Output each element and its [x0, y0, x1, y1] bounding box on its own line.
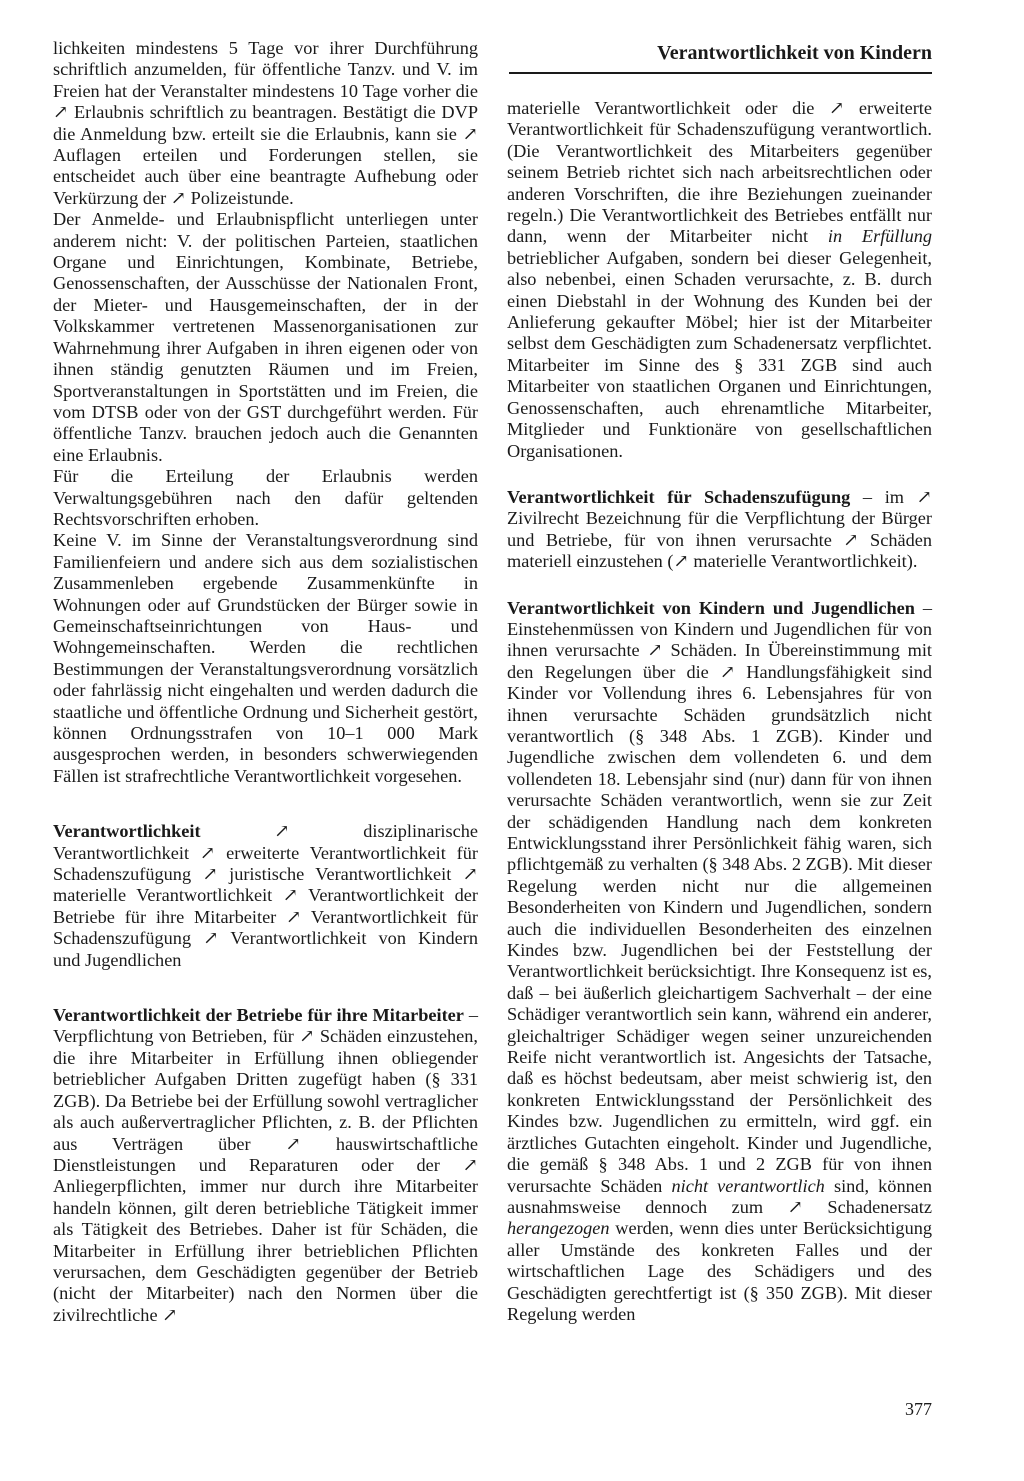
page-number: 377 — [905, 1399, 932, 1419]
entry-term: Verantwortlichkeit für Schadenszufügung — [507, 486, 851, 507]
entry-term: Verantwortlichkeit — [53, 821, 201, 842]
entry-emphasis: herangezogen — [507, 1218, 610, 1239]
entry-emphasis: nicht verantwortlich — [671, 1175, 825, 1196]
right-column — [507, 98, 932, 1325]
entry-text: sind, können ausnahmsweise dennoch zum ↗ Schadenersatz — [507, 1175, 932, 1217]
entry-spacer — [53, 971, 478, 1005]
continuation-text: materielle Verantwortlichkeit oder die ↗ erweiterte Verantwortlichkeit für Schadenszufügung verantwortlich. (Die Verantwortlichkeit des Mitarbeiters gegenüber seinem Betrieb richtet sich nach arbeitsrechtlichen oder anderen Vorschriften, die ihre Beziehungen zueinander regeln.) Die Verantwortlichkeit des Betriebes entfällt nur dann, wenn der Mitarbeiter nicht — [507, 98, 932, 247]
entry-schadenszufuegung — [507, 487, 932, 573]
entry-spacer — [507, 573, 932, 598]
entry-spacer — [507, 462, 932, 487]
paragraph-veranstaltungen-4: Keine V. im Sinne der Veranstaltungsverordnung sind Familienfeiern und andere sich aus dem sozialistischen Zusammenleben ergebende Zusammenkünfte in Wohnungen oder auf Grundstücken der Bürger sowie in Gemeinschaftseinrichtungen von Haus- und Wohngemeinschaften. Werden die rechtlichen Bestimmungen der Veranstaltungsverordnung vorsätzlich oder fahrlässig nicht eingehalten und werden dadurch die staatliche und öffentliche Ordnung und Sicherheit gestört, können Ordnungsstrafen von 10–1 000 Mark ausgesprochen werden, in besonders schwerwiegenden Fällen ist strafrechtliche Verantwortlichkeit vorgesehen. — [53, 530, 478, 786]
entry-term: Verantwortlichkeit von Kindern und Jugendlichen — [507, 597, 915, 618]
entry-verantwortlichkeit — [53, 821, 478, 971]
entry-text: – im ↗ Zivilrecht Bezeichnung für die Verpflichtung der Bürger und Betriebe, für von ihnen verursachte ↗ Schäden materiell einzustehen (↗ materielle Verantwortlichkeit). — [507, 486, 932, 572]
continuation-emphasis: in Erfüllung — [827, 226, 933, 247]
paragraph-veranstaltungen-2: Der Anmelde- und Erlaubnispflicht unterliegen unter anderem nicht: V. der politischen Parteien, staatlichen Organe und Einrichtungen, Kombinate, Betriebe, Genossenschaften, der Ausschüsse der Nationalen Front, der Mieter- und Hausgemeinschaften, der in der Volkskammer vertretenen Massenorganisationen zur Wahrnehmung ihrer Aufgaben in ihren eigenen oder von ihnen ständig genutzten Räumen und im Freien, Sportveranstaltungen in Sportstätten und im Freien, die vom DTSB oder von der GST durchgeführt werden. Für öffentliche Tanzv. brauchen jedoch auch die Genannten eine Erlaubnis. — [53, 209, 478, 465]
running-head: Verantwortlichkeit von Kindern — [657, 42, 932, 64]
continuation-text: betrieblicher Aufgaben, sondern bei dieser Gelegenheit, also nebenbei, einen Schaden verursachte, z. B. durch einen Diebstahl in der Wohnung des Kunden bei der Anlieferung gekaufter Möbel; hier ist der Mitarbeiter selbst dem Geschädigten zum Schadenersatz verpflichtet. Mitarbeiter im Sinne des § 331 ZGB sind auch Mitarbeiter von staatlichen Organen und Einrichtungen, Genossenschaften, auch ehrenamtliche Mitarbeiter, Mitglieder und Funktionäre von gesellschaftlichen Organisationen. — [507, 247, 932, 461]
entry-kinder — [507, 598, 932, 1326]
paragraph-veranstaltungen-3: Für die Erteilung der Erlaubnis werden Verwaltungsgebühren nach den dafür geltenden Rechtsvorschriften erhoben. — [53, 466, 478, 529]
entry-spacer — [53, 787, 478, 821]
entry-text: – Einstehenmüssen von Kindern und Jugendlichen für von ihnen verursachte ↗ Schäden. In Übereinstimmung mit den Regelungen über die ↗ Handlungsfähigkeit sind Kinder vor Vollendung ihres 6. Lebensjahres für von ihnen verursachte Schäden grundsätzlich nicht verantwortlich (§ 348 Abs. 1 ZGB). Kinder und Jugendliche zwischen dem vollendeten 6. und dem vollendeten 18. Lebensjahr sind (nur) dann für von ihnen verursachte Schäden verantwortlich, wenn sie zur Zeit der schädigenden Handlung nach dem konkreten Entwicklungsstand ihrer Persönlichkeit fähig waren, sich pflichtgemäß zu verhalten (§ 348 Abs. 2 ZGB). Mit dieser Regelung werden nicht nur die allgemeinen Besonderheiten von Kindern und Jugendlichen, sondern auch die individuellen Besonderheiten des einzelnen Kindes bzw. Jugendlichen bei der Feststellung der Verantwortlichkeit berücksichtigt. Ihre Konsequenz ist es, daß – bei äußerlich gleichartigem Sachverhalt – der eine Schädiger verantwortlich sein kann, während ein anderer, gleichaltriger Schädiger wegen seiner unzureichenden Reife nicht verantwortlich ist. Angesichts der Tatsache, daß es höchst bedeutsam, aber meist schwierig ist, den konkreten Entwicklungsstand der Persönlichkeit des Kindes bzw. Jugendlichen zu ermitteln, wird ggf. ein ärztliches Gutachten eingeholt. Kinder und Jugendliche, die gemäß § 348 Abs. 1 und 2 ZGB für von ihnen verursachte Schäden — [507, 597, 932, 1196]
entry-betriebe — [53, 1005, 478, 1326]
left-column — [53, 38, 478, 1326]
entry-term: Verantwortlichkeit der Betriebe für ihre Mitarbeiter — [53, 1005, 464, 1026]
entry-text: – Verpflichtung von Betrieben, für ↗ Schäden einzustehen, die ihre Mitarbeiter in Erfüllung ihnen obliegender betrieblicher Aufgaben Dritten zugefügt haben (§ 331 ZGB). Da Betriebe bei der Erfüllung sowohl vertraglicher als auch außervertraglicher Pflichten, z. B. der Pflichten aus Verträgen über ↗ hauswirtschaftliche Dienstleistungen und Reparaturen oder der ↗ Anliegerpflichten, immer nur durch ihre Mitarbeiter handeln können, gilt deren betriebliche Tätigkeit immer als Tätigkeit des Betriebes. Daher ist für Schäden, die Mitarbeiter in Erfüllung ihrer betrieblichen Pflichten verursachen, dem Geschädigten gegenüber der Betrieb (nicht der Mitarbeiter) nach den Normen über die zivilrechtliche ↗ — [53, 1005, 478, 1325]
entry-text: ↗ disziplinarische Verantwortlichkeit ↗ erweiterte Verantwortlichkeit für Schadenszufügung ↗ juristische Verantwortlichkeit ↗ materielle Verantwortlichkeit ↗ Verantwortlichkeit der Betriebe für ihre Mitarbeiter ↗ Verantwortlichkeit für Schadenszufügung ↗ Verantwortlichkeit von Kindern und Jugendlichen — [53, 821, 478, 970]
entry-text: werden, wenn dies unter Berücksichtigung aller Umstände des konkreten Falles und der wirtschaftlichen Lage des Schädigers und des Geschädigten gerechtfertigt ist (§ 350 ZGB). Mit dieser Regelung werden — [507, 1218, 932, 1324]
header-rule — [509, 72, 932, 74]
paragraph-veranstaltungen-1: lichkeiten mindestens 5 Tage vor ihrer Durchführung schriftlich anzumelden, für öffentliche Tanzv. und V. im Freien hat der Veranstalter mindestens 10 Tage vorher die ↗ Erlaubnis schriftlich zu beantragen. Bestätigt die DVP die Anmeldung bzw. erteilt sie die Erlaubnis, kann sie ↗ Auflagen erteilen und Forderungen stellen, sie entscheidet auch über eine beantragte Aufhebung oder Verkürzung der ↗ Polizeistunde. — [53, 38, 478, 208]
paragraph-continuation — [507, 98, 932, 462]
